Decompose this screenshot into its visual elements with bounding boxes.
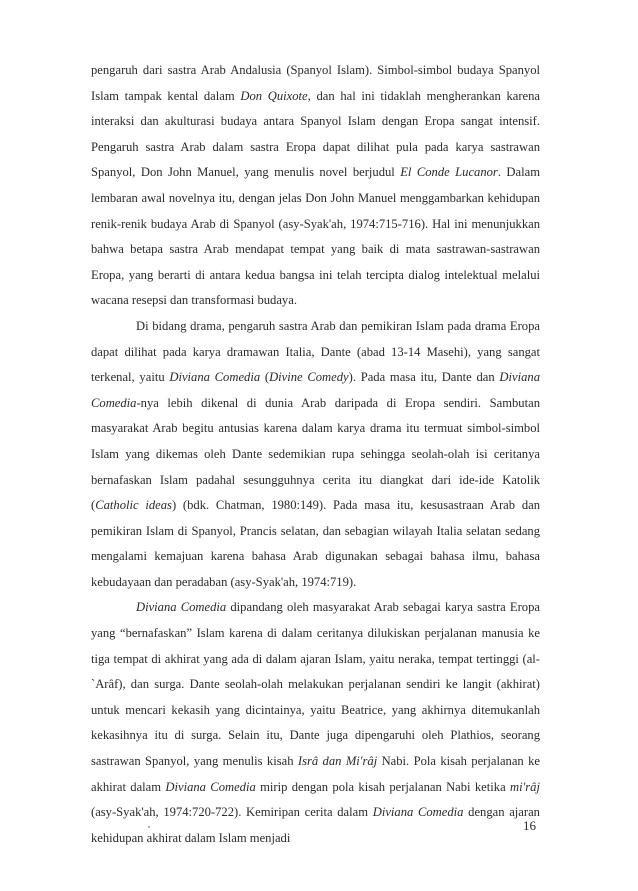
text-run: dipandang oleh masyarakat Arab sebagai karya sastra Eropa yang “bernafaskan” Islam karena di dalam ceritanya dilukiskan perjalanan manusia ke tiga tempat di akhirat yang ada di dalam ajaran Islam, yaitu neraka, tempat tertinggi (al-`Arâf), dan surga. Dante seolah-olah melakukan perjalanan sendiri ke langit (akhirat) untuk mencari kekasih yang dicintainya, yaitu Beatrice, yang akhirnya ditemukanlah kekasihnya itu di surga. Selain itu, Dante juga dipengaruhi oleh Plathios, seorang sastrawan Spanyol, yang menulis kisah [91, 600, 540, 769]
italic-run: Don Quixote [240, 88, 308, 103]
italic-run: Diviana Comedia [91, 370, 540, 410]
text-run: ). Pada masa itu, Dante dan [348, 370, 500, 385]
body-text [91, 58, 540, 851]
text-run: Nabi. Pola kisah perjalanan ke akhirat dalam [91, 754, 540, 794]
text-run: ) (bdk. Chatman, 1980:149). Pada masa itu, kesusastraan Arab dan pemikiran Islam di Spanyol, Prancis selatan, dan sebagian wilayah Italia selatan sedang mengalami kemajuan karena bahasa Arab digunakan sebagai bahasa ilmu, bahasa kebudayaan dan peradaban (asy-Syak'ah, 1974:719). [91, 498, 540, 589]
italic-run: Diviana Comedia [136, 600, 227, 615]
italic-run: Diviana Comedia [165, 779, 256, 794]
italic-run: Divine Comedy [269, 370, 349, 385]
paragraph-3 [91, 595, 540, 851]
italic-run: Catholic ideas [95, 498, 172, 513]
page-number: 16 [523, 818, 536, 833]
italic-run: Diviana Comedia [372, 805, 464, 820]
text-run: -nya lebih dikenal di dunia Arab daripada di Eropa sendiri. Sambutan masyarakat Arab begitu antusias karena dalam karya drama itu termuat simbol-simbol Islam yang dikemas oleh Dante sedemikian rupa sehingga seolah-olah isi ceritanya bernafaskan Islam padahal sesungguhnya cerita itu diangkat dari ide-ide Katolik ( [91, 395, 540, 513]
italic-run: mi'râj [509, 779, 540, 794]
text-run: mirip dengan pola kisah perjalanan Nabi ketika [255, 779, 510, 794]
italic-run: Isrâ dan Mi'râj [297, 754, 378, 769]
text-run: pengaruh dari sastra Arab Andalusia (Spanyol Islam). Simbol-simbol budaya Spanyol Islam tampak kental dalam [91, 63, 540, 103]
italic-run: El Conde Lucanor [400, 165, 498, 180]
text-run: . Dalam lembaran awal novelnya itu, dengan jelas Don John Manuel menggambarkan kehidupan renik-renik budaya Arab di Spanyol (asy-Syak'ah, 1974:715-716). Hal ini menunjukkan bahwa betapa sastra Arab mendapat tempat yang baik di mata sastrawan-sastrawan Eropa, yang berarti di antara kedua bangsa ini telah tercipta dialog intelektual melalui wacana resepsi dan transformasi budaya. [91, 165, 540, 308]
italic-run: Diviana Comedia [169, 370, 261, 385]
paragraph-2 [91, 314, 540, 596]
text-run: ( [260, 370, 270, 385]
text-run: (asy-Syak'ah, 1974:720-722). Kemiripan cerita dalam [91, 805, 373, 820]
paragraph-1 [91, 58, 540, 314]
text-run: , dan hal ini tidaklah mengherankan karena interaksi dan akulturasi budaya antara Spanyol Islam dengan Eropa sangat intensif. Pengaruh sastra Arab dalam sastra Eropa dapat dilihat pula pada karya sastrawan Spanyol, Don John Manuel, yang menulis novel berjudul [91, 88, 541, 180]
text-run: Di bidang drama, pengaruh sastra Arab dan pemikiran Islam pada drama Eropa dapat dilihat pada karya dramawan Italia, Dante (abad 13-14 Masehi), yang sangat terkenal, yaitu [91, 318, 540, 385]
scan-speck [148, 826, 150, 828]
text-run: dengan ajaran kehidupan akhirat dalam Islam menjadi [91, 805, 540, 845]
